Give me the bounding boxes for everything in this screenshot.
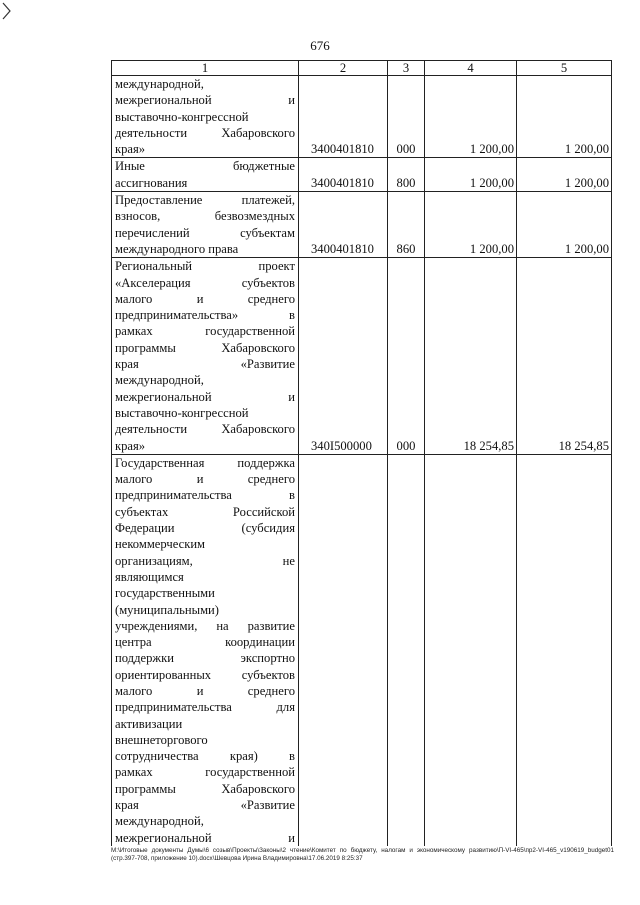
row-vr-cell: 000 bbox=[388, 258, 425, 455]
row-name-line: Государственная поддержка bbox=[115, 455, 295, 470]
row-name-line: предпринимательства для bbox=[115, 700, 295, 715]
row-name-line: ориентированных субъектов bbox=[115, 667, 295, 682]
row-name-line: центра координации bbox=[115, 635, 295, 650]
row-name-line: международной, bbox=[115, 814, 204, 829]
row-amount-5-cell: 18 254,85 bbox=[517, 258, 612, 455]
table-row bbox=[112, 454, 612, 846]
row-name-cell bbox=[112, 76, 299, 158]
header-cell: 3 bbox=[388, 61, 425, 76]
row-name-line: межрегиональной и bbox=[115, 389, 295, 404]
row-vr-cell: 860 bbox=[388, 192, 425, 258]
row-name-line: субъектах Российской bbox=[115, 504, 295, 519]
header-cell: 1 bbox=[112, 61, 299, 76]
row-amount-4-cell: 18 254,85 bbox=[425, 258, 517, 455]
header-cell: 4 bbox=[425, 61, 517, 76]
row-code-cell: 3400401810 bbox=[299, 192, 388, 258]
row-name-line: малого и среднего bbox=[115, 683, 295, 698]
table-row bbox=[112, 192, 612, 258]
table-row bbox=[112, 258, 612, 455]
row-name-line: поддержки экспортно bbox=[115, 651, 295, 666]
row-amount-5-cell: 1 200,00 bbox=[517, 158, 612, 192]
row-name-line: Федерации (субсидия bbox=[115, 521, 295, 536]
row-name-line: программы Хабаровского bbox=[115, 340, 295, 355]
row-name-line: малого и среднего bbox=[115, 472, 295, 487]
row-name-cell bbox=[112, 158, 299, 192]
row-name-line: края «Развитие bbox=[115, 357, 295, 372]
header-cell: 2 bbox=[299, 61, 388, 76]
row-name-line: выставочно-конгрессной bbox=[115, 405, 249, 420]
row-vr-cell: 000 bbox=[388, 76, 425, 158]
header-cell: 5 bbox=[517, 61, 612, 76]
row-name-line: активизации bbox=[115, 716, 183, 731]
row-name-cell bbox=[112, 258, 299, 455]
row-name-line: организациям, не bbox=[115, 553, 295, 568]
row-name-cell bbox=[112, 192, 299, 258]
row-name-line: выставочно-конгрессной bbox=[115, 109, 249, 124]
row-vr-cell bbox=[388, 454, 425, 846]
row-name-line: «Акселерация субъектов bbox=[115, 275, 295, 290]
row-name-cell bbox=[112, 454, 299, 846]
row-name-line: являющимся bbox=[115, 569, 184, 584]
row-name-line: ассигнования bbox=[115, 175, 188, 190]
page-number: 676 bbox=[310, 38, 330, 53]
file-path-footer: М:\Итоговые документы Думы\6 созыв\Проекты\Законы\2 чтение\Комитет по бюджету, налогам и экономическому развитию\П-VI-465\пр2-VI-465_v190619_budget01 (стр.397-708, приложение 10).docx\Шевцова Ирина Владимировна\17.06.2019 8:25:37 bbox=[111, 847, 614, 862]
row-amount-4-cell bbox=[425, 454, 517, 846]
row-name-line: края» bbox=[115, 142, 146, 157]
staple-mark-icon bbox=[2, 2, 12, 20]
row-name-line: малого и среднего bbox=[115, 291, 295, 306]
row-code-cell: 3400401810 bbox=[299, 158, 388, 192]
row-name-line: учреждениями, на развитие bbox=[115, 618, 295, 633]
row-name-line: Иные бюджетные bbox=[115, 159, 295, 174]
table-row bbox=[112, 76, 612, 158]
row-name-line: перечислений субъектам bbox=[115, 225, 295, 240]
row-name-line: (муниципальными) bbox=[115, 602, 219, 617]
row-code-cell: 3400401810 bbox=[299, 76, 388, 158]
table-header-row bbox=[112, 61, 612, 76]
row-name-line: некоммерческим bbox=[115, 537, 206, 552]
row-name-line: Региональный проект bbox=[115, 259, 295, 274]
row-name-line: международного права bbox=[115, 241, 239, 256]
row-name-line: сотрудничества края) в bbox=[115, 749, 295, 764]
row-name-line: рамках государственной bbox=[115, 765, 295, 780]
row-amount-4-cell: 1 200,00 bbox=[425, 192, 517, 258]
row-name-line: программы Хабаровского bbox=[115, 781, 295, 796]
budget-table bbox=[111, 60, 612, 846]
row-name-line: взносов, безвозмездных bbox=[115, 209, 295, 224]
row-name-line: предпринимательства» в bbox=[115, 308, 295, 323]
row-name-line: межрегиональной и bbox=[115, 830, 295, 845]
row-name-line: внешнеторгового bbox=[115, 732, 208, 747]
row-name-line: рамках государственной bbox=[115, 324, 295, 339]
row-amount-5-cell bbox=[517, 454, 612, 846]
row-name-line: предпринимательства в bbox=[115, 488, 295, 503]
table-row bbox=[112, 158, 612, 192]
row-name-line: Предоставление платежей, bbox=[115, 193, 295, 208]
row-amount-4-cell: 1 200,00 bbox=[425, 76, 517, 158]
row-code-cell: 340I500000 bbox=[299, 258, 388, 455]
row-vr-cell: 800 bbox=[388, 158, 425, 192]
row-amount-4-cell: 1 200,00 bbox=[425, 158, 517, 192]
row-amount-5-cell: 1 200,00 bbox=[517, 76, 612, 158]
row-code-cell bbox=[299, 454, 388, 846]
row-name-line: международной, bbox=[115, 373, 204, 388]
row-name-line: деятельности Хабаровского bbox=[115, 125, 295, 140]
row-name-line: государственными bbox=[115, 586, 215, 601]
row-name-line: края» bbox=[115, 438, 146, 453]
row-name-line: межрегиональной и bbox=[115, 93, 295, 108]
row-name-line: международной, bbox=[115, 77, 204, 91]
row-amount-5-cell: 1 200,00 bbox=[517, 192, 612, 258]
row-name-line: края «Развитие bbox=[115, 798, 295, 813]
row-name-line: деятельности Хабаровского bbox=[115, 422, 295, 437]
